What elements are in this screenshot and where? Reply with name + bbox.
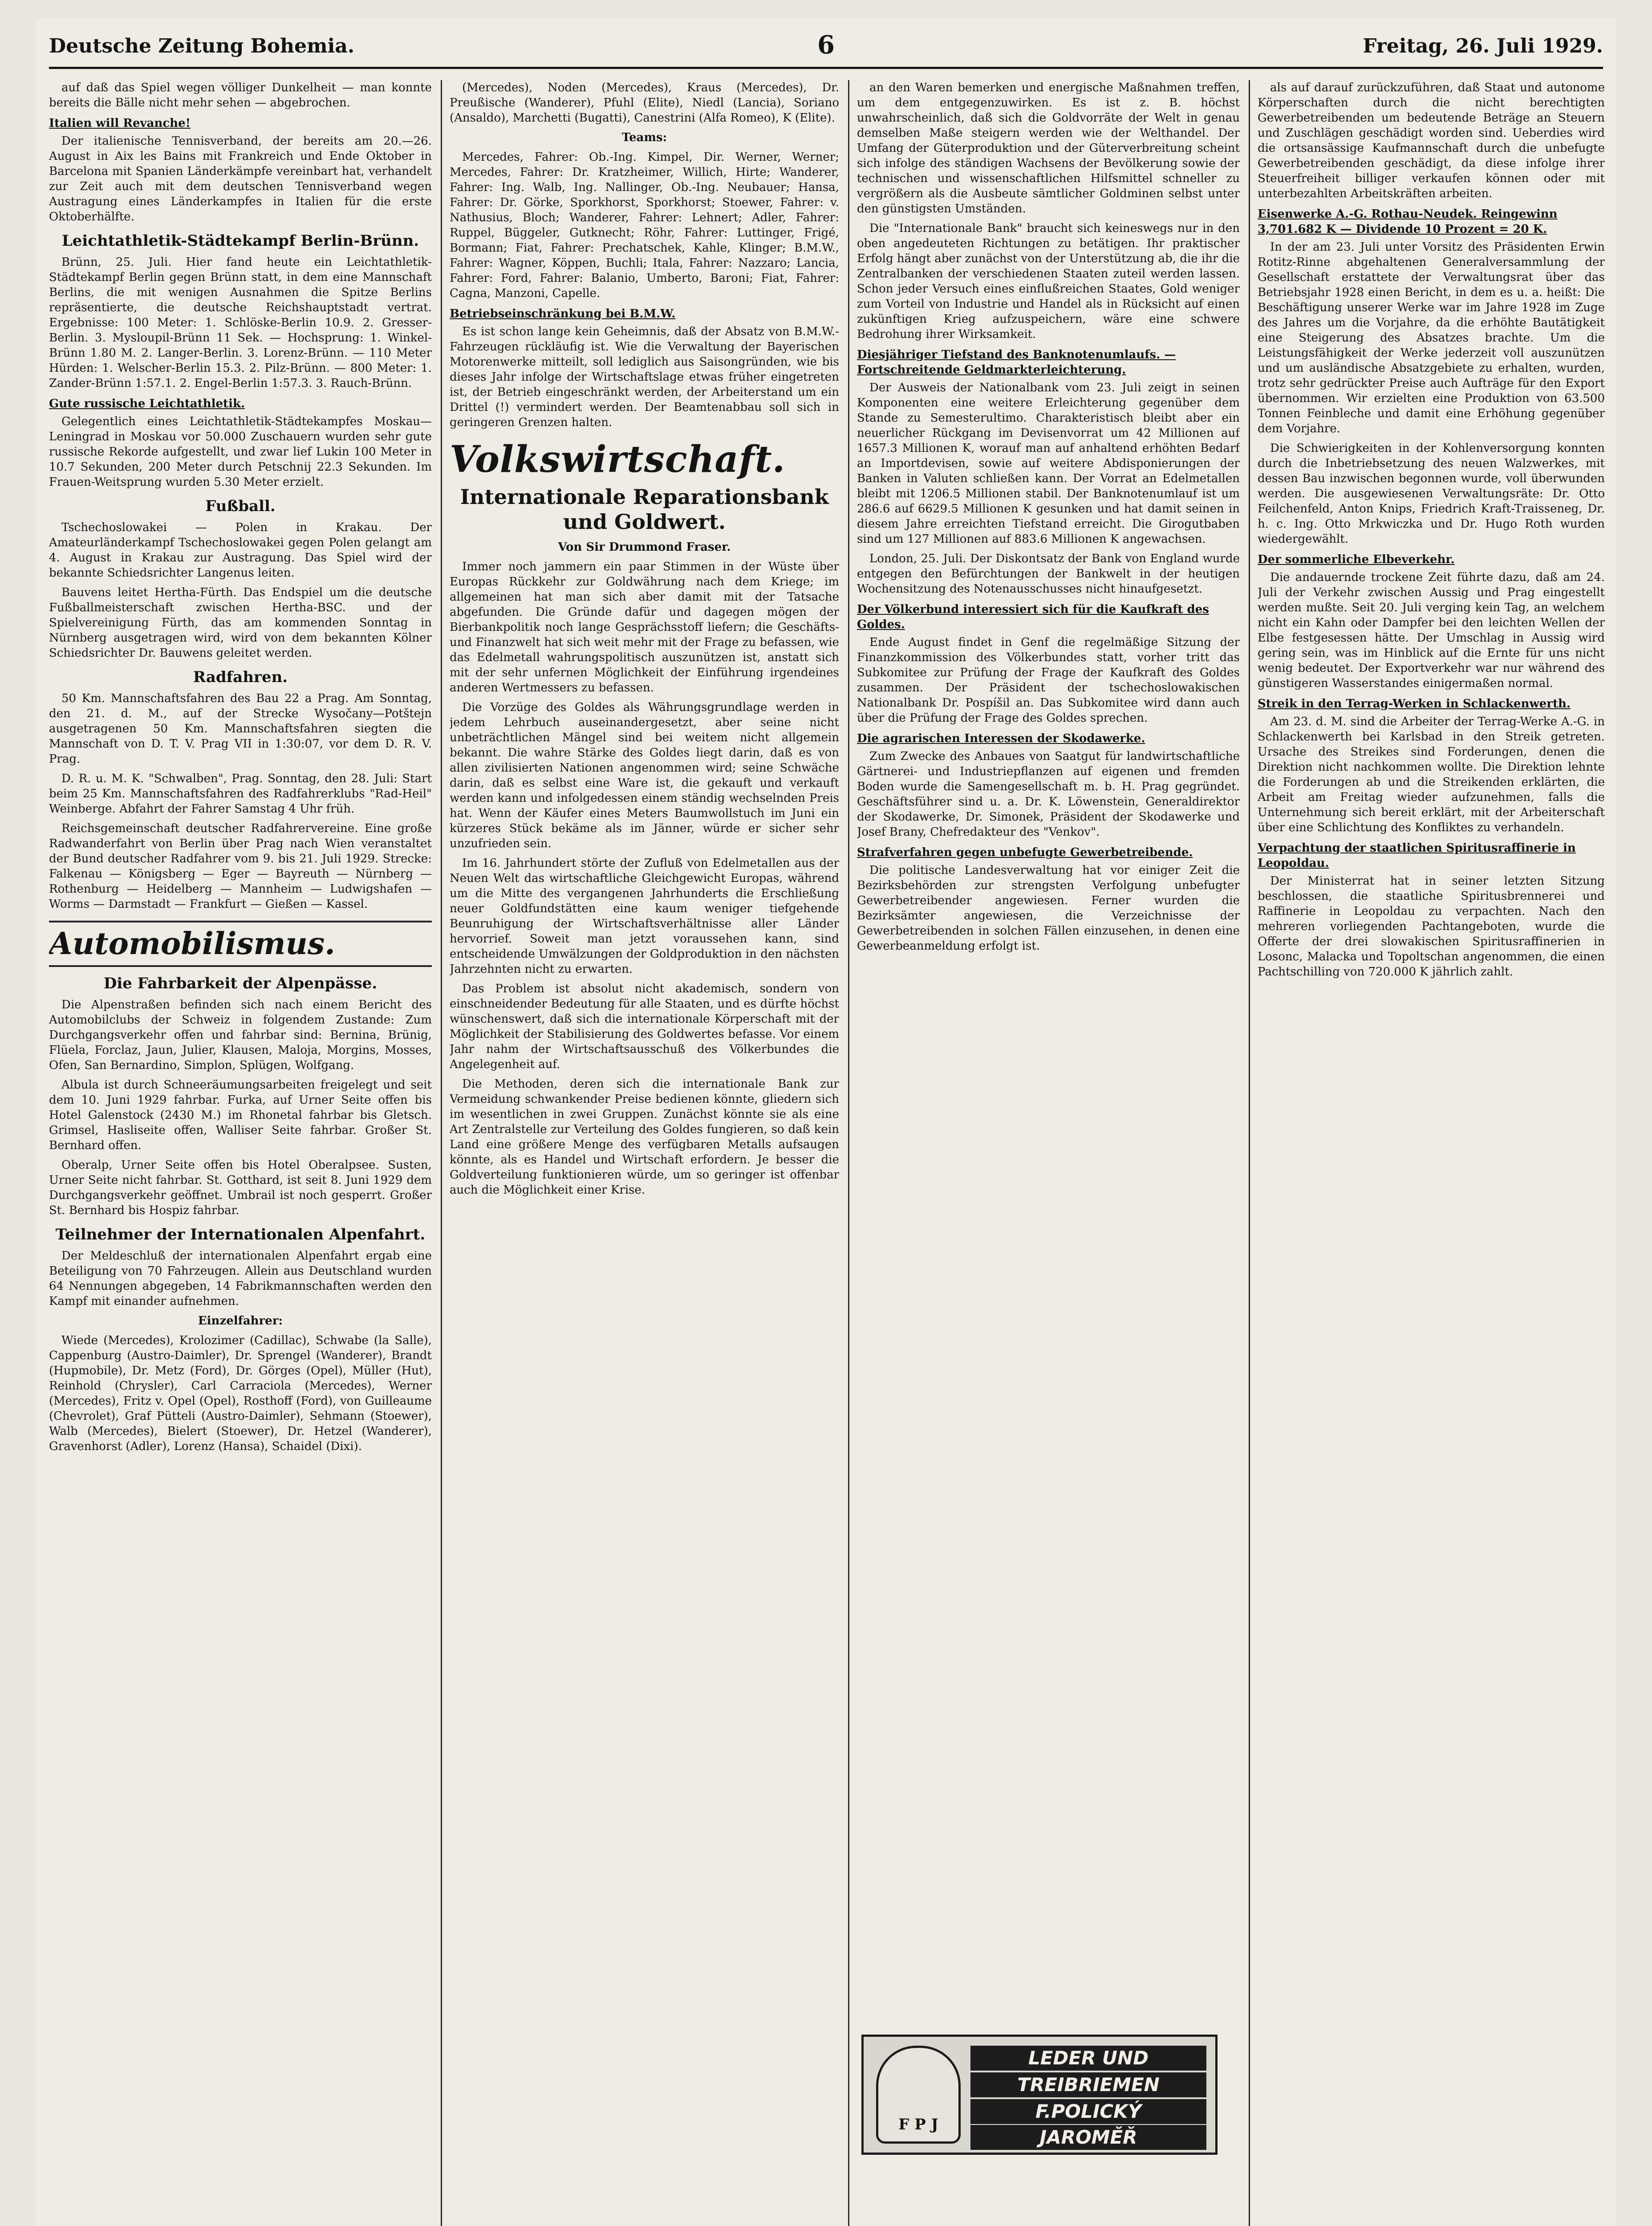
article-continuation: auf daß das Spiel wegen völliger Dunkelheit — man konnte bereits die Bälle nicht mehr sehen — abgebrochen. [49, 81, 432, 110]
column-3 [857, 80, 1240, 2226]
ad-badge-letters: F P J [898, 2116, 938, 2133]
article-eisenwerke-1: In der am 23. Juli unter Vorsitz des Präsidenten Erwin Rotitz-Rinne abgehaltenen Generalversammlung der Gesellschaft erstattete der Verwaltungsrat über das Betriebsjahr 1928 einen Bericht, in dem es u. a. heißt: Die Beschäftigung unserer Werke war im Jahre 1928 im Zuge des Jahres um die Vorjahre, da die erhöhte Bautätigkeit eine Steigerung des Absatzes brachte. Um die Leistungsfähigkeit der Werke jederzeit voll auszunützen und um ausländische Absatzgebiete zu erhalten, wurden, trotz sehr gedrückter Preise auch Aufträge für den Export übernommen. Wir erzielten eine Produktion von 63.500 Tonnen Feinbleche und damit eine Erhöhung gegenüber dem Vorjahre. [1258, 240, 1605, 435]
headline-bmw: Betriebseinschränkung bei B.M.W. [450, 307, 676, 321]
newspaper-page [36, 18, 1616, 2226]
advertisement-leder-treibriemen [861, 2035, 1218, 2155]
headline-elbeverkehr: Der sommerliche Elbeverkehr. [1258, 553, 1455, 566]
ad-line: F.POLICKÝ [970, 2099, 1206, 2124]
headline-leichtathletik: Leichtathletik-Städtekampf Berlin-Brünn. [61, 232, 419, 250]
section-volkswirtschaft: Volkswirtschaft. [450, 438, 786, 481]
headline-streik: Streik in den Terrag-Werken in Schlackenwerth. [1258, 697, 1571, 711]
ad-badge [876, 2046, 961, 2144]
column-4 [1258, 80, 1605, 2226]
page-header [49, 27, 1603, 69]
article-fussball-2: Bauvens leitet Hertha-Fürth. Das Endspiel um die deutsche Fußballmeisterschaft zwischen Hertha-BSC. und der Spielvereinigung Fürth, das am kommenden Sonntag in Nürnberg ausgetragen wird, wird von dem bekannten Kölner Schiedsrichter Dr. Bauwens geleitet werden. [49, 586, 432, 660]
article-radfahren-1: 50 Km. Mannschaftsfahren des Bau 22 a Prag. Am Sonntag, den 21. d. M., auf der Strecke Wysočany—Potštejn ausgetragenen 50 Km. Mannschaftsfahren siegten die Mannschaft von D. T. V. Prag VII in 1:30:07, vor dem D. R. V. Prag. [49, 692, 432, 766]
article-internationale-bank: Die "Internationale Bank" braucht sich keineswegs nur in den oben angedeuteten Richtungen zu betätigen. Ihr praktischer Erfolg hängt aber zunächst von der Unterstützung ab, die ihr die Zentralbanken der verschiedenen Staaten zuteil werden lassen. Schon jeder Versuch eines einflußreichen Staates, Gold weniger zum Vorteil von Industrie und Handel als in Rücksicht auf einen zukünftigen Krieg aufzuspeichern, wäre eine schwere Bedrohung ihrer Wirksamkeit. [857, 222, 1240, 341]
article-alpenpaesse-1: Die Alpenstraßen befinden sich nach einem Bericht des Automobilclubs der Schweiz in folgendem Zustande: Zum Durchgangsverkehr offen und fahrbar sind: Bernina, Brünig, Flüela, Forclaz, Jaun, Julier, Klausen, Maloja, Morgins, Mosses, Ofen, San Bernardino, Simplon, Splügen, Wolfgang. [49, 998, 432, 1072]
article-london-diskont: London, 25. Juli. Der Diskontsatz der Bank von England wurde entgegen den Befürchtungen der Bankwelt in der heutigen Wochensitzung des Notenausschusses nicht hinaufgesetzt. [857, 552, 1240, 596]
article-reparationsbank-1: Immer noch jammern ein paar Stimmen in der Wüste über Europas Rückkehr zur Goldwährung nach dem Kriege; im allgemeinen hat man sich aber damit mit der Tatsache abgefunden. Die Gründe dafür und dagegen mögen der Bierbankpolitik noch lange Gesprächsstoff liefern; die Geschäfts- und Finanzwelt hat sich weit mehr mit der Frage zu befassen, wie das Edelmetall wahrungspolitisch auszunützen ist, anstatt sich mit der sehr unfernen Möglichkeit der Einführung irgendeines anderen Wertmessers zu befassen. [450, 560, 839, 695]
ad-line: LEDER UND [970, 2046, 1206, 2071]
article-einzelfahrer: Wiede (Mercedes), Krolozimer (Cadillac), Schwabe (la Salle), Cappenburg (Austro-Daimler), Dr. Sprengel (Wanderer), Brandt (Hupmobile), Dr. Metz (Ford), Dr. Görges (Opel), Müller (Hut), Reinhold (Chrysler), Carl Carraciola (Mercedes), Werner (Mercedes), Fritz v. Opel (Opel), Rosthoff (Ford), von Guilleaume (Chevrolet), Graf Pütteli (Austro-Daimler), Sehmann (Stoewer), Walb (Mercedes), Bielert (Stoewer), Dr. Hetzel (Wanderer), Gravenhorst (Adler), Lorenz (Hansa), Schaidel (Dixi). [49, 1334, 432, 1453]
article-russian-athletics: Gelegentlich eines Leichtathletik-Städtekampfes Moskau—Leningrad in Moskau vor 50.000 Zuschauern wurden sehr gute russische Rekorde aufgestellt, und zwar lief Lukin 100 Meter in 10.7 Sekunden, 200 Meter durch Petschnij 22.3 Sekunden. Im Frauen-Weitsprung wurden 5.30 Meter erzielt. [49, 415, 432, 489]
article-leichtathletik: Brünn, 25. Juli. Hier fand heute ein Leichtathletik-Städtekampf Berlin gegen Brünn statt, in dem eine Mannschaft Berlins, die mit wenigen Ausnahmen die Spitze Berlins repräsentierte, die deutsche Reichshauptstadt vertrat. Ergebnisse: 100 Meter: 1. Schlöske-Berlin 10.9. 2. Gresser-Berlin. 3. Mysloupil-Brünn 11 Sek. — Hochsprung: 1. Winkel-Brünn 1.80 M. 2. Langer-Berlin. 3. Lorenz-Brünn. — 110 Meter Hürden: 1. Welscher-Berlin 15.3. 2. Pilz-Brünn. — 800 Meter: 1. Zander-Brünn 1:57.1. 2. Engel-Berlin 1:57.3. 3. Rauch-Brünn. [49, 256, 432, 390]
article-reparationsbank-5: Die Methoden, deren sich die internationale Bank zur Vermeidung schwankender Preise bedienen könnte, gliedern sich im wesentlichen in zwei Gruppen. Zunächst könnte sie als eine Art Zentralstelle zur Verteilung des Goldes fungieren, so daß kein Land eine größere Menge des verfügbaren Metalls aufsaugen könnte, als es Handel und Wirtschaft erfordern. Je besser die Goldverteilung funktionieren würde, um so geringer ist offenbar auch die Möglichkeit einer Krise. [450, 1077, 839, 1197]
section-radfahren: Radfahren. [193, 668, 288, 686]
article-strafverfahren: Die politische Landesverwaltung hat vor einiger Zeit die Bezirksbehörden zur strengsten Verfolgung unbefugter Gewerbetreibender angewiesen. Ferner wurden die Bezirksämter angewiesen, die Verzeichnisse der Gewerbetreibenden in solchen Fällen einzusehen, in denen eine Gewerbeanmeldung erfolgt ist. [857, 864, 1240, 953]
column-1 [49, 80, 432, 2226]
article-skodawerke: Zum Zwecke des Anbaues von Saatgut für landwirtschaftliche Gärtnerei- und Industriepflanzen auf eigenen und fremden Boden wurde die Samengesellschaft m. b. H. Prag gegründet. Geschäftsführer sind u. a. Dr. K. Löwenstein, Generaldirektor der Skodawerke, Dr. Simonek, Präsident der Skodawerke und Josef Brany, Chefredakteur des "Venkov". [857, 750, 1240, 839]
headline-eisenwerke: Eisenwerke A.-G. Rothau-Neudek. Reingewinn 3,701.682 K — Dividende 10 Prozent = 20 K. [1258, 207, 1558, 236]
article-alpenpaesse-2: Albula ist durch Schneeräumungsarbeiten freigelegt und seit dem 10. Juni 1929 fahrbar. Furka, auf Urner Seite offen bis Hotel Galenstock (2430 M.) im Rhonetal fahrbar bis Gletsch. Grimsel, Hasliseite offen, Walliser Seite fahrbar. Großer St. Bernhard offen. [49, 1078, 432, 1152]
column-2 [450, 80, 839, 2226]
article-reparationsbank-4: Das Problem ist absolut nicht akademisch, sondern von einschneidender Bedeutung für alle Staaten, und es dürfte höchst wünschenswert, daß sich die internationale Körperschaft mit der Möglichkeit der Stabilisierung des Goldwertes befasse. Vor einem Jahr nahm der Wirtschaftsausschuß des Völkerbundes die Angelegenheit auf. [450, 982, 839, 1071]
article-alpenpaesse-3: Oberalp, Urner Seite offen bis Hotel Oberalpsee. Susten, Urner Seite nicht fahrbar. St. Gotthard, ist seit 8. Juni 1929 dem Durchgangsverkehr geöffnet. Umbrail ist noch gesperrt. Großer St. Bernhard bis Hospiz fahrbar. [49, 1158, 432, 1217]
headline-spiritus: Verpachtung der staatlichen Spiritusraffinerie in Leopoldau. [1258, 841, 1576, 870]
article-radfahren-3: Reichsgemeinschaft deutscher Radfahrervereine. Eine große Radwanderfahrt von Berlin über Prag nach Wien veranstaltet der Bund deutscher Radfahrer vom 9. bis 21. Juli 1929. Strecke: Falkenau — Königsberg — Eger — Bayreuth — Nürnberg — Rothenburg — Heidelberg — Mannheim — Ludwigshafen — Worms — Darmstadt — Frankfurt — Gießen — Kassel. [49, 822, 432, 911]
ad-line: JAROMĚŘ [970, 2125, 1206, 2150]
headline-reparationsbank: Internationale Reparationsbank und Goldwert. [460, 485, 829, 534]
subhead-einzelfahrer: Einzelfahrer: [198, 1314, 283, 1328]
article-radfahren-2: D. R. u. M. K. "Schwalben", Prag. Sonntag, den 28. Juli: Start beim 25 Km. Mannschaftsfahren des Radfahrerklubs "Rad-Heil" Weinberge. Abfahrt der Fahrer Samstag 4 Uhr früh. [49, 772, 432, 816]
article-continuation: an den Waren bemerken und energische Maßnahmen treffen, um dem entgegenzuwirken. Es ist z. B. höchst unwahrscheinlich, daß sich die Goldvorräte der Welt in genau demselben Maße steigern werden wie der Welthandel. Der Umfang der Güterproduktion und der Güterverbreitung scheint sich infolge des ständigen Wachsens der Bevölkerung sowie der technischen und wissenschaftlichen Hilfsmittel schneller zu vergrößern als die Ausbeute sämtlicher Goldminen selbst unter den günstigsten Umständen. [857, 81, 1240, 215]
headline-skodawerke: Die agrarischen Interessen der Skodawerke. [857, 732, 1145, 745]
article-reparationsbank-3: Im 16. Jahrhundert störte der Zufluß von Edelmetallen aus der Neuen Welt das wirtschaftliche Gleichgewicht Europas, während um die Mitte des vergangenen Jahrhunderts die Erschließung neuer Goldfundstätten eine kaum weniger tiefgehende Beunruhigung der Wirtschaftsverhältnisse aller Länder hervorrief. Soweit man jetzt voraussehen kann, sind entscheidende Umwälzungen der Goldproduktion in den nächsten Jahrzehnten nicht zu erwarten. [450, 857, 839, 976]
article-eisenwerke-2: Die Schwierigkeiten in der Kohlenversorgung konnten durch die Inbetriebsetzung des neuen Walzwerkes, mit dessen Bau inzwischen begonnen wurde, voll überwunden werden. Die ausgewiesenen Verwaltungsräte: Dr. Otto Feilchenfeld, Anton Knips, Friedrich Kraft-Traisseneg, Dr. h. c. Ing. Otto Mrkwiczka und Dr. Hugo Roth wurden wiedergewählt. [1258, 442, 1605, 546]
headline-voelkerbund: Der Völkerbund interessiert sich für die Kaufkraft des Goldes. [857, 603, 1209, 631]
page-number: 6 [817, 30, 835, 60]
article-spiritus: Der Ministerrat hat in seiner letzten Sitzung beschlossen, die staatliche Spiritusbrennerei und Raffinerie in Leopoldau zu verpachten. Nach den mehreren vorliegenden Pachtangeboten, wurde die Offerte der drei slowakischen Spiritusraffinerien in Losonc, Malacka und Topoltschan angenommen, die einen Pachtschilling von 720.000 K jährlich zahlt. [1258, 874, 1605, 979]
column-rule [1249, 80, 1250, 2226]
article-fussball-1: Tschechoslowakei — Polen in Krakau. Der Amateurländerkampf Tschechoslowakei gegen Polen gelangt am 4. August in Krakau zur Austragung. Das Spiel wird der bekannte Schiedsrichter Langenus leiten. [49, 521, 432, 580]
headline-alpenfahrt: Teilnehmer der Internationalen Alpenfahrt. [55, 1226, 426, 1243]
column-rule [848, 80, 849, 2226]
article-banknotenumlauf: Der Ausweis der Nationalbank vom 23. Juli zeigt in seinen Komponenten eine weitere Erleichterung gegenüber dem Stande zu Semesterultimo. Charakteristisch bleibt aber ein neuerlicher Rückgang im Devisenvorrat um 42 Millionen auf 1657.3 Millionen K, worauf man auf anhaltend erhöhten Bedarf an Importdevisen, sowie auf weitere Abdisponierungen der Banken in Valuten schließen kann. Der Vorrat an Edelmetallen bleibt mit 1206.5 Millionen stabil. Der Banknotenumlauf ist um 286.6 auf 6629.5 Millionen K gesunken und hat damit seinen in diesem Jahre erreichten Tiefstand erreicht. Die Girogutbaben sind um 127 Millionen auf 883.6 Millionen K angewachsen. [857, 381, 1240, 546]
article-tennis: Der italienische Tennisverband, der bereits am 20.—26. August in Aix les Bains mit Frankreich und Ende Oktober in Barcelona mit Spanien Länderkämpfe vereinbart hat, verhandelt zur Zeit auch mit dem deutschen Tennisverband wegen Austragung eines Länderkampfes in Italien für die erste Oktoberhälfte. [49, 134, 432, 223]
article-reparationsbank-2: Die Vorzüge des Goldes als Währungsgrundlage werden in jedem Lehrbuch auseinandergesetzt, aber seine nicht unbeträchtlichen Mängel sind bei weitem nicht allgemein bekannt. Die wahre Stärke des Goldes liegt darin, daß es von allen zivilisierten Nationen angenommen wird; seine Schwäche darin, daß es selbst eine Ware ist, die gekauft und verkauft werden kann und infolgedessen einem ständig wechselnden Preis hat. Wenn der Käufer eines Meters Baumwollstuch im Juni ein kürzeres Stück bekäme als im Jänner, würde er sicher sehr unzufrieden sein. [450, 701, 839, 850]
headline-russian-athletics: Gute russische Leichtathletik. [49, 397, 245, 410]
article-continuation: als auf darauf zurückzuführen, daß Staat und autonome Körperschaften durch die nicht berechtigten Gewerbetreibenden um bedeutende Beträge an Steuern und Zuschlägen geschädigt worden sind. Ueberdies wird die ortsansässige Kaufmannschaft durch die unbefugte Gewerbetreibenden geschädigt, da diese infolge ihrer Steuerfreiheit billiger verkaufen können oder mit unterbezahlten Arbeitskräften arbeiten. [1258, 81, 1605, 200]
article-bmw: Es ist schon lange kein Geheimnis, daß der Absatz von B.M.W.-Fahrzeugen rückläufig ist. Wie die Verwaltung der Bayerischen Motorenwerke mitteilt, soll lediglich aus Saisongründen, wie bis dieses Jahr infolge der Wirtschaftslage etwas früher eingetreten ist, der Betrieb eingeschränkt werden, der Arbeiterstand um ein Drittel (!) vermindert werden. Der Beamtenabbau soll sich in geringeren Grenzen halten. [450, 325, 839, 429]
subhead-teams: Teams: [621, 131, 667, 144]
issue-date: Freitag, 26. Juli 1929. [1363, 35, 1603, 57]
article-alpenfahrt: Der Meldeschluß der internationalen Alpenfahrt ergab eine Beteiligung von 70 Fahrzeugen. Allein aus Deutschland wurden 64 Nennungen abgegeben, 14 Fabrikmannschaften werden den Kampf mit einander aufnehmen. [49, 1249, 432, 1308]
article-streik: Am 23. d. M. sind die Arbeiter der Terrag-Werke A.-G. in Schlackenwerth bei Karlsbad in den Streik getreten. Ursache des Streikes sind Forderungen, denen die Direktion nicht nachkommen wollte. Die Direktion lehnte die Forderungen ab und die Streikenden erklärten, die Arbeit am Freitag wieder aufzunehmen, falls die Unternehmung sich bereit erklärt, mit der Arbeiterschaft über eine Schlichtung des Konfliktes zu verhandeln. [1258, 715, 1605, 834]
section-automobilismus: Automobilismus. [49, 921, 432, 967]
byline: Von Sir Drummond Fraser. [558, 540, 731, 554]
headline-tennis: Italien will Revanche! [49, 117, 191, 130]
article-voelkerbund: Ende August findet in Genf die regelmäßige Sitzung der Finanzkommission des Völkerbundes statt, vorher tritt das Subkomitee zur Prüfung der Frage der Kaufkraft des Goldes zusammen. Der Präsident der tschechoslowakischen Nationalbank Dr. Pospíšil an. Das Subkomitee wird dann auch über die Prüfung der Frage des Goldes sprechen. [857, 636, 1240, 725]
article-teams: Mercedes, Fahrer: Ob.-Ing. Kimpel, Dir. Werner, Werner; Mercedes, Fahrer: Dr. Kratzheimer, Willich, Hirte; Wanderer, Fahrer: Ing. Walb, Ing. Nallinger, Ob.-Ing. Neubauer; Hansa, Fahrer: Dr. Görke, Sporkhorst, Sporkhorst; Stoewer, Fahrer: v. Nathusius, Bloch; Wanderer, Fahrer: Lehnert; Adler, Fahrer: Ruppel, Büggeler, Gutknecht; Röhr, Fahrer: Luttinger, Frigé, Bormann; Fiat, Fahrer: Prechatschek, Kahle, Klinger; B.M.W., Fahrer: Wagner, Köppen, Buchli; Itala, Fahrer: Nazzaro; Lancia, Fahrer: Ford, Fahrer: Balanio, Umberto, Baroni; Fiat, Fahrer: Cagna, Manzoni, Capelle. [450, 150, 839, 300]
masthead: Deutsche Zeitung Bohemia. [49, 35, 355, 57]
column-rule [441, 80, 442, 2226]
headline-strafverfahren: Strafverfahren gegen unbefugte Gewerbetreibende. [857, 846, 1193, 859]
ad-line: TREIBRIEMEN [970, 2072, 1206, 2097]
section-fussball: Fußball. [205, 497, 276, 515]
article-elbeverkehr: Die andauernde trockene Zeit führte dazu, daß am 24. Juli der Verkehr zwischen Aussig und Prag eingestellt werden mußte. Seit 20. Juli verging kein Tag, an welchem nicht ein Kahn oder Dampfer bei den leichten Wellen der Elbe festgesessen hätte. Der Umschlag in Aussig wird gering sein, was im Hinblick auf die Ernte für uns nicht wenig bedeutet. Der Exportverkehr war nur während des günstigeren Wasserstandes einigermaßen normal. [1258, 571, 1605, 690]
article-continuation: (Mercedes), Noden (Mercedes), Kraus (Mercedes), Dr. Preußische (Wanderer), Pfuhl (Elite), Niedl (Lancia), Soriano (Ansaldo), Marchetti (Bugatti), Canestrini (Alfa Romeo), K (Elite). [450, 81, 839, 125]
headline-alpenpaesse: Die Fahrbarkeit der Alpenpässe. [103, 975, 377, 992]
headline-banknotenumlauf: Diesjähriger Tiefstand des Banknotenumlaufs. — Fortschreitende Geldmarkterleichterung. [857, 348, 1176, 377]
